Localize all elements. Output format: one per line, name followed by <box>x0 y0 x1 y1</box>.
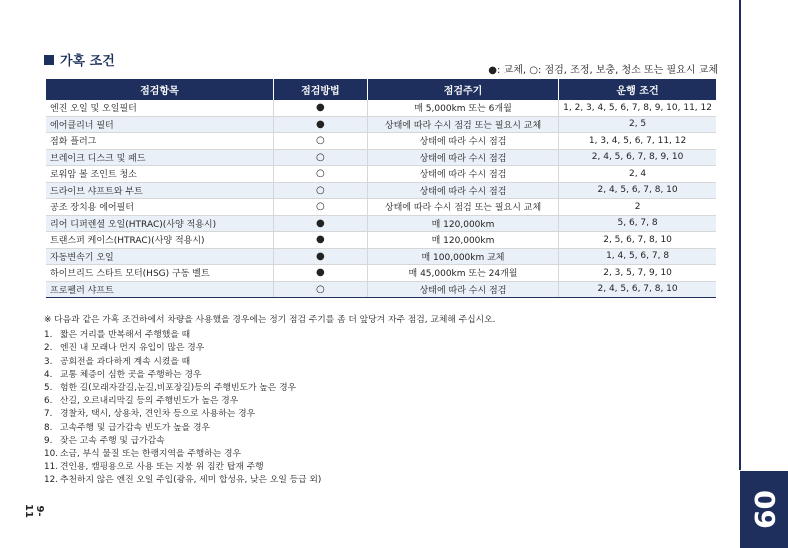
conditions-cell: 2, 4 <box>559 166 716 183</box>
item-cell: 자동변속기 오일 <box>46 248 273 265</box>
table-row <box>46 116 716 133</box>
item-text: 산길, 오르내리막길 등의 주행빈도가 높은 경우 <box>60 396 239 407</box>
item-cell: 드라이브 샤프트와 부트 <box>46 182 273 199</box>
interval-cell: 매 120,000km <box>367 232 558 249</box>
item-cell: 하이브리드 스타트 모터(HSG) 구동 벨트 <box>46 265 273 282</box>
list-item <box>44 461 495 474</box>
conditions-cell: 1, 2, 3, 4, 5, 6, 7, 8, 9, 10, 11, 12 <box>559 100 716 116</box>
item-text: 엔진 내 모래나 먼지 유입이 많은 경우 <box>60 343 205 354</box>
chapter-tab-number: 09 <box>747 490 781 529</box>
item-text: 험한 길(모래자갈길,눈길,비포장길)등의 주행빈도가 높은 경우 <box>60 383 297 394</box>
item-cell: 엔진 오일 및 오일필터 <box>46 100 273 116</box>
list-item <box>44 369 495 382</box>
method-cell: ○ <box>273 133 367 150</box>
table-row <box>46 199 716 216</box>
method-cell: ● <box>273 248 367 265</box>
item-number: 4. <box>44 369 53 380</box>
conditions-cell: 2 <box>559 199 716 216</box>
item-number: 5. <box>44 383 53 394</box>
item-number: 8. <box>44 422 53 433</box>
interval-cell: 상태에 따라 수시 점검 <box>367 149 558 166</box>
conditions-cell: 2, 5, 6, 7, 8, 10 <box>559 232 716 249</box>
table-row <box>46 100 716 116</box>
method-cell: ● <box>273 232 367 249</box>
interval-cell: 매 45,000km 또는 24개월 <box>367 265 558 282</box>
method-cell: ○ <box>273 199 367 216</box>
conditions-cell: 2, 4, 5, 6, 7, 8, 9, 10 <box>559 149 716 166</box>
item-text: 짧은 거리를 반복해서 주행했을 때 <box>60 330 191 341</box>
item-number: 11. <box>44 462 58 473</box>
item-cell: 공조 장치용 에어필터 <box>46 199 273 216</box>
interval-cell: 매 120,000km <box>367 215 558 232</box>
interval-cell: 매 100,000km 교체 <box>367 248 558 265</box>
header-conditions: 운행 조건 <box>559 79 716 100</box>
item-number: 2. <box>44 343 53 354</box>
item-text: 소금, 부식 물질 또는 한랭지역을 주행하는 경우 <box>60 449 242 460</box>
item-number: 6. <box>44 396 53 407</box>
table-row <box>46 281 716 298</box>
header-method: 점검방법 <box>273 79 367 100</box>
table-header-row <box>46 79 716 100</box>
method-cell: ○ <box>273 182 367 199</box>
item-text: 견인용, 캠핑용으로 사용 또는 지붕 위 짐칸 탑재 주행 <box>60 462 264 473</box>
list-item <box>44 422 495 435</box>
list-item <box>44 408 495 421</box>
interval-cell: 상태에 따라 수시 점검 <box>367 281 558 298</box>
interval-cell: 매 5,000km 또는 6개월 <box>367 100 558 116</box>
conditions-cell: 5, 6, 7, 8 <box>559 215 716 232</box>
interval-cell: 상태에 따라 수시 점검 또는 필요시 교체 <box>367 116 558 133</box>
list-item <box>44 342 495 355</box>
item-text: 잦은 고속 주행 및 급가감속 <box>60 435 165 446</box>
interval-cell: 상태에 따라 수시 점검 <box>367 166 558 183</box>
item-cell: 로워암 볼 조인트 청소 <box>46 166 273 183</box>
notes-intro: ※ 다음과 같은 가혹 조건하에서 차량을 사용했을 경우에는 정기 점검 주기를 좀 더 앞당겨 자주 점검, 교체해 주십시오. <box>44 315 496 325</box>
table-row <box>46 232 716 249</box>
item-number: 10. <box>44 449 58 460</box>
header-interval: 점검주기 <box>367 79 558 100</box>
method-cell: ○ <box>273 166 367 183</box>
chapter-tab <box>740 471 788 548</box>
method-cell: ● <box>273 116 367 133</box>
section-title <box>44 50 115 69</box>
list-item <box>44 435 495 448</box>
interval-cell: 상태에 따라 수시 점검 <box>367 182 558 199</box>
table-row <box>46 149 716 166</box>
table-row <box>46 265 716 282</box>
conditions-cell: 1, 4, 5, 6, 7, 8 <box>559 248 716 265</box>
page-number: 9-11 <box>23 504 45 518</box>
severe-conditions-notes <box>44 314 495 488</box>
item-number: 7. <box>44 409 53 420</box>
table-row <box>46 182 716 199</box>
item-number: 1. <box>44 330 53 341</box>
conditions-cell: 1, 3, 4, 5, 6, 7, 11, 12 <box>559 133 716 150</box>
method-cell: ● <box>273 100 367 116</box>
legend: ●: 교체, ○: 점검, 조정, 보충, 청소 또는 필요시 교체 <box>488 65 718 76</box>
table-row <box>46 166 716 183</box>
list-item <box>44 395 495 408</box>
conditions-cell: 2, 4, 5, 6, 7, 8, 10 <box>559 281 716 298</box>
item-cell: 브레이크 디스크 및 패드 <box>46 149 273 166</box>
item-text: 경찰차, 택시, 상용차, 견인차 등으로 사용하는 경우 <box>60 409 256 420</box>
item-cell: 트랜스퍼 케이스(HTRAC)(사양 적용시) <box>46 232 273 249</box>
list-item <box>44 356 495 369</box>
table-row <box>46 133 716 150</box>
item-text: 교통 체증이 심한 곳을 주행하는 경우 <box>60 369 202 380</box>
item-cell: 프로펠러 샤프트 <box>46 281 273 298</box>
item-cell: 리어 디퍼렌셜 오일(HTRAC)(사양 적용시) <box>46 215 273 232</box>
maintenance-table <box>46 79 716 298</box>
table-row <box>46 215 716 232</box>
section-title-text: 가혹 조건 <box>60 54 115 69</box>
interval-cell: 상태에 따라 수시 점검 <box>367 133 558 150</box>
item-text: 공회전을 과다하게 계속 시켰을 때 <box>60 356 191 367</box>
item-number: 9. <box>44 435 53 446</box>
item-number: 12. <box>44 475 58 486</box>
table-row <box>46 248 716 265</box>
item-text: 고속주행 및 급가감속 빈도가 높을 경우 <box>60 422 210 433</box>
list-item <box>44 474 495 487</box>
list-item <box>44 382 495 395</box>
item-text: 추천하지 않은 엔진 오일 주입(광유, 세미 합성유, 낮은 오일 등급 외) <box>60 475 322 486</box>
method-cell: ○ <box>273 281 367 298</box>
method-cell: ● <box>273 265 367 282</box>
method-cell: ○ <box>273 149 367 166</box>
list-item <box>44 329 495 342</box>
list-item <box>44 448 495 461</box>
conditions-cell: 2, 4, 5, 6, 7, 8, 10 <box>559 182 716 199</box>
item-number: 3. <box>44 356 53 367</box>
conditions-cell: 2, 3, 5, 7, 9, 10 <box>559 265 716 282</box>
interval-cell: 상태에 따라 수시 점검 또는 필요시 교체 <box>367 199 558 216</box>
square-bullet-icon <box>44 55 54 65</box>
method-cell: ● <box>273 215 367 232</box>
item-cell: 에어클리너 필터 <box>46 116 273 133</box>
item-cell: 점화 플러그 <box>46 133 273 150</box>
margin-rule <box>739 0 741 470</box>
conditions-cell: 2, 5 <box>559 116 716 133</box>
header-item: 점검항목 <box>46 79 273 100</box>
